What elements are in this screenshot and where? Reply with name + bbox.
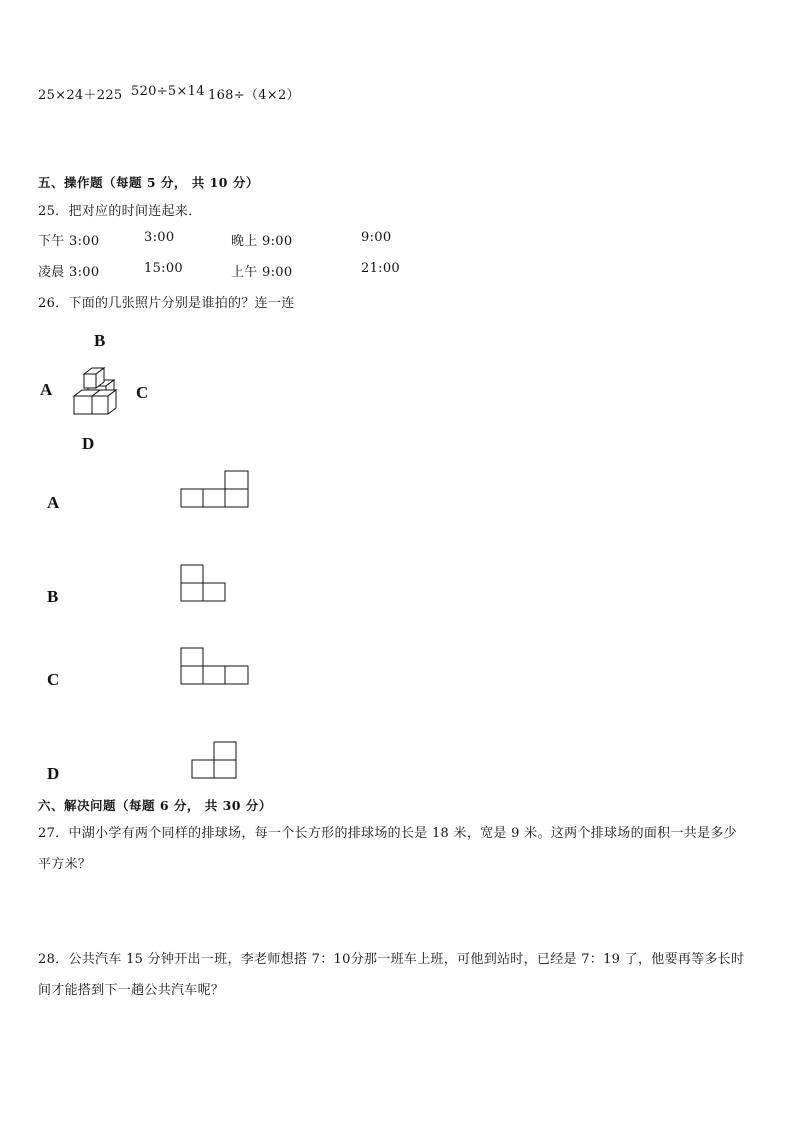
viewer-label-c: C — [136, 383, 149, 402]
time-row1-item3: 晚上 9:00 — [231, 234, 293, 249]
viewer-label-d: D — [82, 434, 95, 453]
viewer-label-b: B — [94, 331, 106, 350]
question-27-line2: 平方米？ — [38, 857, 92, 872]
question-27-line1: 27．中湖小学有两个同样的排球场，每一个长方形的排球场的长是 18 米，宽是 9 米。这两个排球场的面积一共是多少 — [38, 826, 737, 841]
time-row1-item4: 9:00 — [361, 230, 392, 245]
photo-label-c: C — [47, 670, 60, 689]
section-five-heading: 五、操作题（每题 5 分， 共 10 分） — [38, 175, 259, 190]
cube-stack-figure — [70, 364, 130, 424]
time-row2-item3: 上午 9:00 — [231, 265, 293, 280]
photo-label-a: A — [47, 493, 60, 512]
expression-2: 520÷5×14 — [131, 84, 205, 99]
photo-b-figure — [181, 565, 231, 605]
time-row2-item2: 15:00 — [144, 261, 183, 276]
section-six-heading: 六、解决问题（每题 6 分， 共 30 分） — [38, 798, 272, 813]
photo-label-d: D — [47, 764, 60, 783]
time-row2-item4: 21:00 — [361, 261, 400, 276]
photo-d-figure — [192, 742, 242, 782]
expression-3: 168÷（4×2） — [208, 88, 300, 103]
question-28-line2: 间才能搭到下一趟公共汽车呢？ — [38, 983, 225, 998]
time-row1-item1: 下午 3:00 — [38, 234, 100, 249]
photo-a-figure — [181, 471, 251, 511]
expression-1: 25×24＋225 — [38, 88, 123, 103]
question-28-line1: 28．公共汽车 15 分钟开出一班，李老师想搭 7：10分那一班车上班，可他到站时，已经是 7：19 了，他要再等多长时 — [38, 952, 745, 967]
photo-label-b: B — [47, 587, 59, 606]
question-26-text: 26．下面的几张照片分别是谁拍的？连一连 — [38, 296, 295, 311]
viewer-label-a: A — [40, 380, 53, 399]
photo-c-figure — [181, 648, 251, 688]
time-row2-item1: 凌晨 3:00 — [38, 265, 100, 280]
question-25-text: 25．把对应的时间连起来． — [38, 204, 202, 219]
time-row1-item2: 3:00 — [144, 230, 175, 245]
